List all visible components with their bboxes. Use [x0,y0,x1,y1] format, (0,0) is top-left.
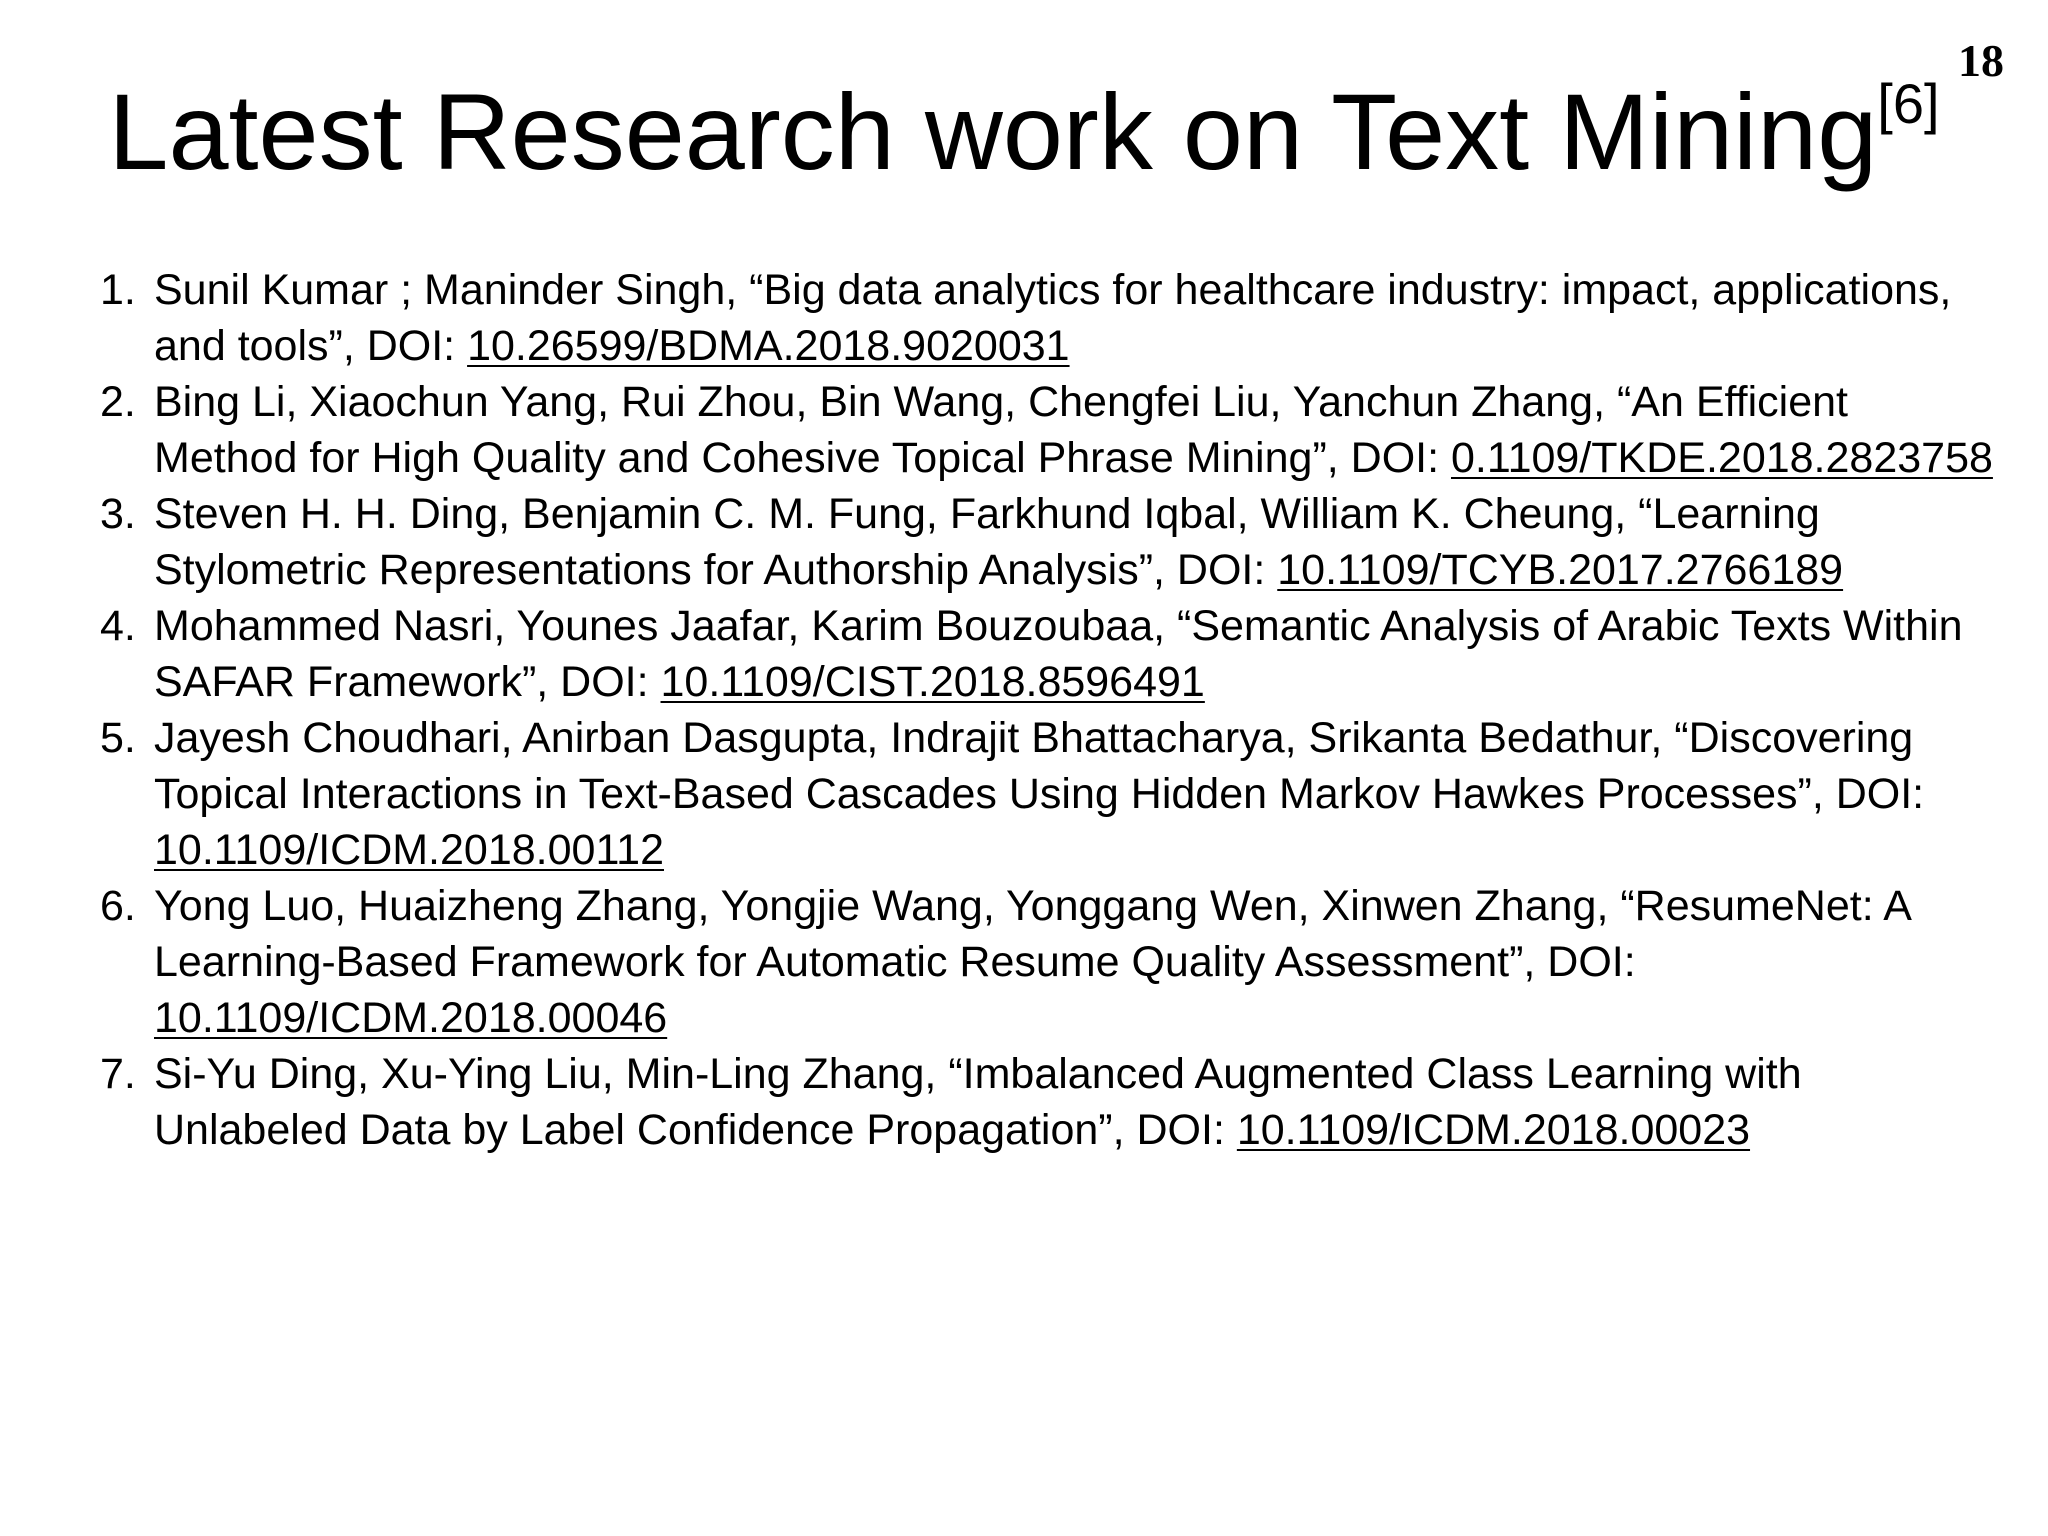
reference-item-6 [100,878,2000,1046]
reference-item-2 [100,374,2000,486]
reference-item-5 [100,710,2000,878]
page-number: 18 [1958,35,2004,86]
slide-title [0,70,2048,194]
reference-number: 5. [100,714,136,762]
reference-text [154,1046,2000,1158]
reference-citation: Sunil Kumar ; Maninder Singh, “Big data analytics for healthcare industry: impact, applications, and tools”, DOI: [154,266,1952,370]
reference-text [154,374,2000,486]
reference-number: 1. [100,266,136,314]
reference-citation: Yong Luo, Huaizheng Zhang, Yongjie Wang, Yonggang Wen, Xinwen Zhang, “ResumeNet: A Learning-Based Framework for Automatic Resume Quality Assessment”, DOI: [154,882,1910,986]
doi-link[interactable]: 10.26599/BDMA.2018.9020031 [467,322,1070,370]
reference-number: 4. [100,602,136,650]
reference-citation: Jayesh Choudhari, Anirban Dasgupta, Indrajit Bhattacharya, Srikanta Bedathur, “Discovering Topical Interactions in Text-Based Cascades Using Hidden Markov Hawkes Processes”, DOI: [154,714,1925,818]
doi-link[interactable]: 10.1109/ICDM.2018.00112 [154,826,664,874]
reference-item-3 [100,486,2000,598]
reference-text [154,878,2000,1046]
doi-link[interactable]: 10.1109/ICDM.2018.00046 [154,994,668,1042]
reference-text [154,486,2000,598]
doi-link[interactable]: 0.1109/TKDE.2018.2823758 [1451,434,1993,482]
title-citation: [6] [1877,72,1940,135]
reference-citation: Bing Li, Xiaochun Yang, Rui Zhou, Bin Wang, Chengfei Liu, Yanchun Zhang, “An Efficient Method for High Quality and Cohesive Topical Phrase Mining”, DOI: [154,378,1849,482]
reference-list [100,262,2000,1158]
reference-text [154,598,2000,710]
doi-link[interactable]: 10.1109/ICDM.2018.00023 [1236,1106,1751,1154]
reference-citation: Steven H. H. Ding, Benjamin C. M. Fung, Farkhund Iqbal, William K. Cheung, “Learning Stylometric Representations for Authorship Analysis”, DOI: [154,490,1820,594]
reference-number: 7. [100,1050,136,1098]
reference-text [154,262,2000,374]
reference-number: 2. [100,378,136,426]
reference-number: 3. [100,490,136,538]
reference-citation: Si-Yu Ding, Xu-Ying Liu, Min-Ling Zhang, “Imbalanced Augmented Class Learning with Unlabeled Data by Label Confidence Propagation”, DOI: [154,1050,1802,1154]
reference-number: 6. [100,882,136,930]
doi-link[interactable]: 10.1109/CIST.2018.8596491 [660,658,1205,706]
slide-title-text: Latest Research work on Text Mining [108,71,1878,192]
reference-item-4 [100,598,2000,710]
reference-item-1 [100,262,2000,374]
doi-link[interactable]: 10.1109/TCYB.2017.2766189 [1277,546,1844,594]
reference-item-7 [100,1046,2000,1158]
reference-text [154,710,2000,878]
reference-citation: Mohammed Nasri, Younes Jaafar, Karim Bouzoubaa, “Semantic Analysis of Arabic Texts Within SAFAR Framework”, DOI: [154,602,1963,706]
